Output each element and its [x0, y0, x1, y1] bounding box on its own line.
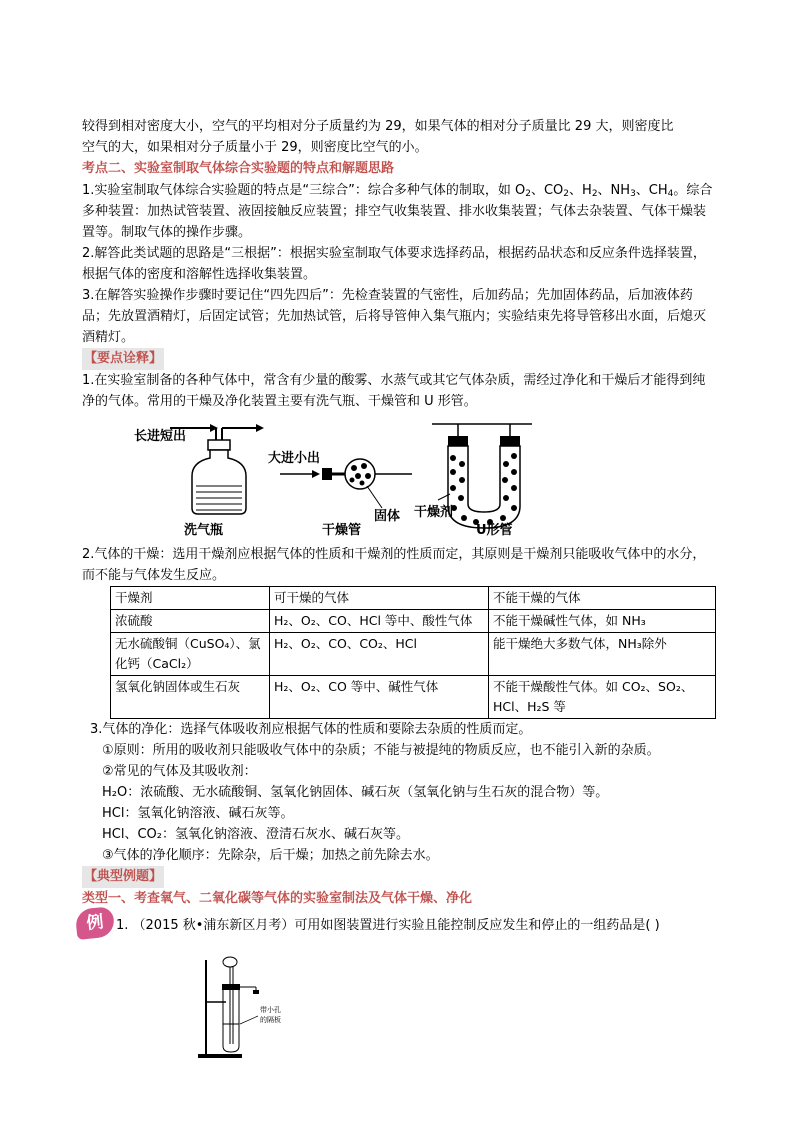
purify-hcl-co2: HCl、CO₂：氢氧化钠溶液、澄清石灰水、碱石灰等。: [102, 827, 409, 842]
drying-tube-solid-label: 固体: [374, 509, 401, 524]
table-header: 干燥剂: [111, 587, 270, 610]
table-cell: 能干燥绝大多数气体，NH₃除外: [489, 633, 716, 676]
table-cell: 浓硫酸: [111, 610, 270, 633]
wash-bottle-icon: [134, 424, 264, 538]
intro-line-2: 空气的大，如果相对分子质量小于 29，则密度比空气的小。: [82, 140, 428, 155]
examples-tag: 【典型例题】: [82, 866, 164, 888]
table-cell: 氢氧化钠固体或生石灰: [111, 676, 270, 719]
section-2-point-3: 3.在解答实验操作步骤时要记住“四先四后”：先检查装置的气密性，后加药品；先加固体药品，后加液体药品；先放置酒精灯，后固定试管；先加热试管，后将导管伸入集气瓶内；实验结束先将导管移出水面，后熄灭酒精灯。: [82, 288, 707, 345]
table-cell: 不能干燥碱性气体，如 NH₃: [489, 610, 716, 633]
table-row: [111, 633, 716, 676]
purify-point-3: 3.气体的净化：选择气体吸收剂应根据气体的性质和要除去杂质的性质而定。: [90, 722, 532, 737]
table-cell: H₂、O₂、CO、CO₂、HCl: [270, 633, 489, 676]
key-points-tag: 【要点诠释】: [82, 348, 164, 370]
example-1-header: [82, 910, 714, 940]
example-1-apparatus: [82, 954, 714, 1064]
table-cell: H₂、O₂、CO、HCl 等中、酸性气体: [270, 610, 489, 633]
apparatus-illustration: [82, 418, 714, 538]
purify-principle: ①原则：所用的吸收剂只能吸收气体中的杂质；不能与被提纯的物质反应，也不能引入新的杂质。: [102, 743, 660, 758]
table-cell: H₂、O₂、CO 等中、碱性气体: [270, 676, 489, 719]
table-row: [111, 610, 716, 633]
section-2-title: 考点二、实验室制取气体综合实验题的特点和解题思路: [82, 161, 395, 176]
u-tube-agent-label: 干燥剂: [414, 505, 454, 520]
table-cell: 无水硫酸铜（CuSO₄）、氯化钙（CaCl₂）: [111, 633, 270, 676]
u-tube-icon: [414, 424, 532, 538]
kipp-style-apparatus-icon: [178, 954, 378, 1064]
key-points-1: 1.在实验室制备的各种气体中，常含有少量的酸雾、水蒸气或其它气体杂质，需经过净化和干燥后才能得到纯净的气体。常用的干燥及净化装置主要有洗气瓶、干燥管和 U 形管。: [82, 373, 706, 409]
wash-bottle-note: 长进短出: [134, 429, 187, 444]
apparatus-note-line-1: 带小孔: [260, 1006, 281, 1014]
table-row: [111, 676, 716, 719]
table-header-row: [111, 587, 716, 610]
purify-h2o: H₂O：浓硫酸、无水硫酸铜、氢氧化钠固体、碱石灰（氢氧化钠与生石灰的混合物）等。: [102, 785, 609, 800]
intro-line-1: 较得到相对密度大小，空气的平均相对分子质量约为 29，如果气体的相对分子质量比 29 大，则密度比: [82, 119, 674, 134]
purify-order: ③气体的净化顺序：先除杂，后干燥；加热之前先除去水。: [102, 848, 439, 863]
apparatus-note-line-2: 的隔板: [260, 1016, 281, 1024]
drying-tube-icon: [268, 450, 412, 538]
table-header: 不能干燥的气体: [489, 587, 716, 610]
example-1-question: 1. （2015 秋•浦东新区月考）可用如图装置进行实验且能控制反应发生和停止的一组药品是( ): [116, 918, 660, 933]
drying-tube-label: 干燥管: [322, 523, 362, 538]
example-type-1-title: 类型一、考查氧气、二氧化碳等气体的实验室制法及气体干燥、净化: [82, 891, 473, 906]
document-page: [82, 116, 714, 1064]
u-tube-label: U形管: [476, 523, 513, 538]
table-header: 可干燥的气体: [270, 587, 489, 610]
drying-apparatus-figure: [82, 418, 714, 538]
table-cell: 不能干燥酸性气体。如 CO₂、SO₂、HCl、H₂S 等: [489, 676, 716, 719]
purify-common-absorbents: ②常见的气体及其吸收剂：: [102, 764, 257, 779]
example-badge-icon: 例: [75, 906, 116, 940]
wash-bottle-label: 洗气瓶: [184, 523, 224, 538]
section-2-point-1: 1.实验室制取气体综合实验题的特点是“三综合”：综合多种气体的制取，如 $O_2$、$CO_2$、$H_2$、$NH_3$、$CH_4$。综合多种装置：加热试管装置、液固接触反应装置；排空气收集装置、排水收集装置；气体去杂装置、气体干燥装置等。制取气体的操作步骤。: [82, 183, 713, 240]
drying-tube-note: 大进小出: [268, 451, 321, 466]
purify-hcl: HCl：氢氧化钠溶液、碱石灰等。: [102, 806, 294, 821]
drying-point-2: 2.气体的干燥：选用干燥剂应根据气体的性质和干燥剂的性质而定，其原则是干燥剂只能吸收气体中的水分，而不能与气体发生反应。: [82, 547, 706, 583]
drying-agents-table: [110, 586, 716, 719]
section-2-point-2: 2.解答此类试题的思路是“三根据”：根据实验室制取气体要求选择药品，根据药品状态和反应条件选择装置，根据气体的密度和溶解性选择收集装置。: [82, 246, 706, 282]
